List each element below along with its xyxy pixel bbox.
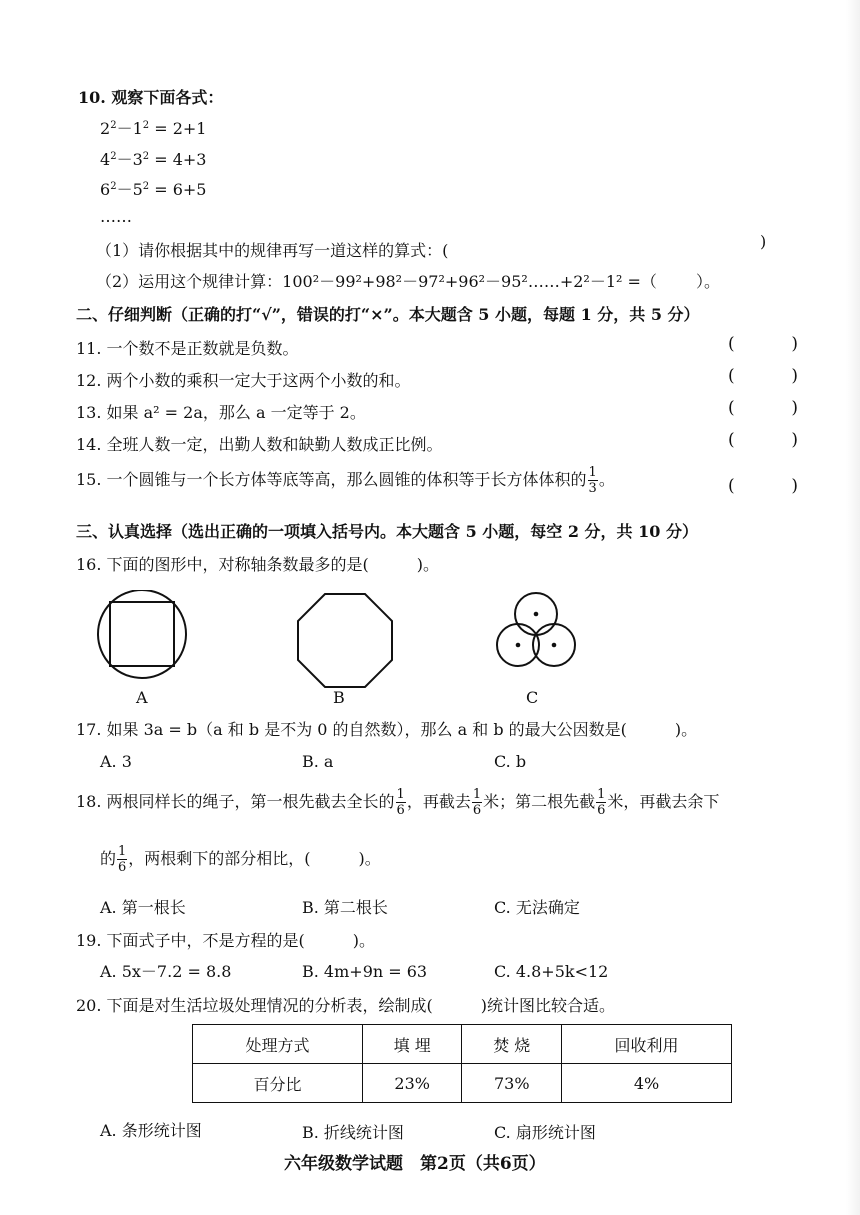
q10-ellipsis: …… (100, 207, 132, 226)
judge-item-15: 15. 一个圆锥与一个长方体等底等高，那么圆锥的体积等于长方体体积的 $\frac{1}{3}$ 。 (76, 465, 615, 496)
judge-answer-15[interactable]: ( ) (728, 476, 798, 496)
figure-b-octagon (290, 590, 400, 690)
judge-answer-12[interactable]: ( ) (728, 366, 798, 386)
judge-item-11: 11. 一个数不是正数就是负数。 (76, 339, 299, 358)
table-header-cell: 填 埋 (362, 1025, 462, 1064)
q10-sub2: （2）运用这个规律计算：100²－99²+98²－97²+96²－95²……+2²－1² =（ (96, 272, 657, 291)
page-footer: 六年级数学试题 第2页（共6页） (284, 1154, 546, 1174)
table-header-cell: 回收利用 (562, 1025, 732, 1064)
q16-stem: 16. 下面的图形中，对称轴条数最多的是( )。 (76, 555, 440, 574)
q20-stem: 20. 下面是对生活垃圾处理情况的分析表，绘制成( )统计图比较合适。 (76, 996, 616, 1015)
judge-item-13: 13. 如果 a² = 2a，那么 a 一定等于 2。 (76, 403, 366, 422)
q20-option-c[interactable]: C. 扇形统计图 (494, 1123, 596, 1142)
judge-item-12: 12. 两个小数的乘积一定大于这两个小数的和。 (76, 371, 411, 390)
waste-disposal-table (192, 1024, 732, 1103)
page-edge-shadow (846, 0, 860, 1215)
table-row (193, 1064, 732, 1103)
q10-formula-3: $6^2-5^2 = 6+5$ (100, 180, 207, 199)
fraction-one-third: $\frac{1}{3}$ (588, 465, 597, 496)
judge-answer-14[interactable]: ( ) (728, 430, 798, 450)
figure-c-three-circles (495, 590, 580, 670)
q20-option-a[interactable]: A. 条形统计图 (100, 1121, 202, 1140)
q10-sub1: （1）请你根据其中的规律再写一道这样的算式：( (96, 241, 449, 260)
q18-option-a[interactable]: A. 第一根长 (100, 898, 186, 917)
fraction-one-sixth: $\frac{1}{6}$ (472, 787, 482, 818)
q17-option-c[interactable]: C. b (494, 752, 527, 771)
figure-label-b: B (333, 688, 345, 707)
table-cell: 4% (562, 1064, 732, 1103)
q18-option-c[interactable]: C. 无法确定 (494, 898, 580, 917)
fraction-one-sixth: $\frac{1}{6}$ (118, 844, 127, 875)
q19-option-a[interactable]: A. 5x－7.2 = 8.8 (100, 962, 232, 981)
table-cell: 23% (362, 1064, 462, 1103)
q19-option-c[interactable]: C. 4.8+5k<12 (494, 962, 609, 981)
table-header-row (193, 1025, 732, 1064)
q17-option-a[interactable]: A. 3 (100, 752, 132, 771)
q20-option-b[interactable]: B. 折线统计图 (302, 1123, 404, 1142)
q17-option-b[interactable]: B. a (302, 752, 334, 771)
judge-item-14: 14. 全班人数一定，出勤人数和缺勤人数成正比例。 (76, 435, 443, 454)
table-cell: 73% (462, 1064, 562, 1103)
q18-line1: 18. 两根同样长的绳子，第一根先截去全长的 $\frac{1}{6}$ ，再截去 $\frac{1}{6}$ 米；第二根先截 $\frac{1}{6}$ 米，再截去余下 (76, 787, 720, 818)
q18-option-b[interactable]: B. 第二根长 (302, 898, 388, 917)
q18-line2: 的 $\frac{1}{6}$ ，两根剩下的部分相比，( )。 (100, 844, 381, 875)
q10-sub2-close: ）。 (696, 272, 721, 291)
q10-formula-2: $4^2-3^2 = 4+3$ (100, 150, 207, 169)
fraction-one-sixth: $\frac{1}{6}$ (597, 787, 606, 818)
q17-stem: 17. 如果 3a = b（a 和 b 是不为 0 的自然数），那么 a 和 b 的最大公因数是( )。 (76, 720, 698, 739)
figure-label-a: A (136, 688, 148, 707)
table-header-cell: 处理方式 (193, 1025, 363, 1064)
judge-answer-13[interactable]: ( ) (728, 398, 798, 418)
fraction-one-sixth: $\frac{1}{6}$ (396, 787, 405, 818)
table-header-cell: 焚 烧 (462, 1025, 562, 1064)
q19-option-b[interactable]: B. 4m+9n = 63 (302, 962, 428, 981)
table-cell: 百分比 (193, 1064, 363, 1103)
section3-heading: 三、认真选择（选出正确的一项填入括号内。本大题含 5 小题，每空 2 分，共 10 分） (76, 522, 698, 541)
figure-label-c: C (526, 688, 539, 707)
figure-a-circle-square (90, 590, 200, 680)
q10-formula-1: $2^2-1^2 = 2+1$ (100, 119, 207, 138)
q10-sub1-close: ) (760, 232, 767, 251)
section2-heading: 二、仔细判断（正确的打“√”，错误的打“×”。本大题含 5 小题，每题 1 分，共 5 分） (76, 305, 700, 324)
q19-stem: 19. 下面式子中，不是方程的是( )。 (76, 931, 376, 950)
q10-title: 10. 观察下面各式： (78, 88, 224, 107)
judge-answer-11[interactable]: ( ) (728, 334, 798, 354)
